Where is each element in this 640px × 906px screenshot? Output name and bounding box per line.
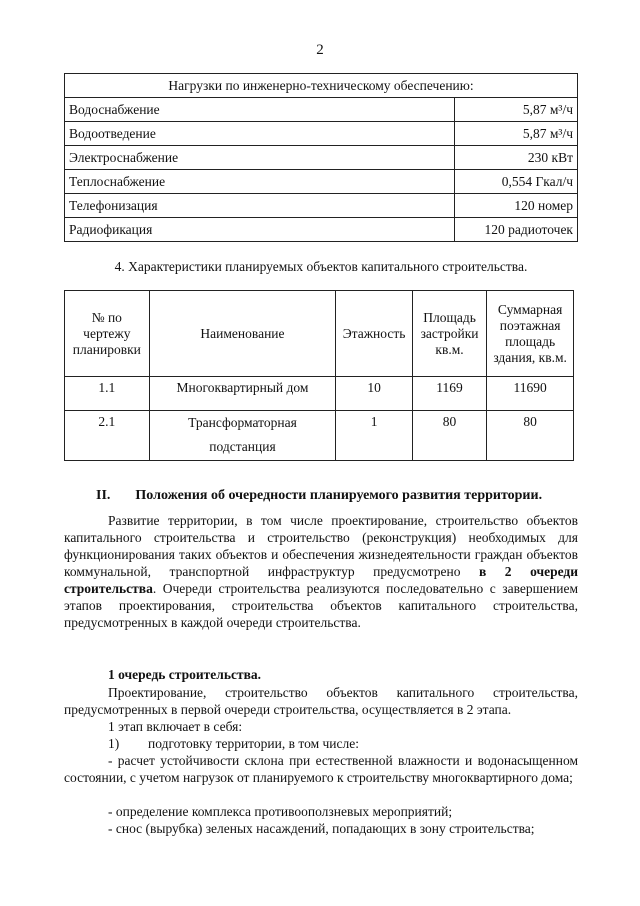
table-row <box>65 411 574 461</box>
stage-1-title: 1 очередь строительства. <box>108 667 261 682</box>
section-2-title: Положения об очередности планируемого развития территории. <box>135 488 543 503</box>
paragraph-text: . Очереди строительства реализуются последовательно с завершением этапов проектирования, строительства объектов капитального строительства, предусмотренных в каждой очереди строительства. <box>64 581 578 630</box>
table-row <box>65 122 578 146</box>
section-4-title: 4. Характеристики планируемых объектов капитального строительства. <box>114 259 528 274</box>
section-2-paragraph <box>64 512 578 631</box>
table-row <box>65 98 578 122</box>
object-footprint: 1169 <box>412 377 486 411</box>
object-name: Трансформаторная подстанция <box>149 411 336 461</box>
object-number: 1.1 <box>65 377 150 411</box>
item-text: подготовку территории, в том числе: <box>148 736 359 751</box>
bullet-item: - расчет устойчивости склона при естественной влажности и водонасыщенном состоянии, с учетом нагрузок от планируемого к строительству многоквартирного дома; <box>64 753 578 785</box>
stage-1-item <box>108 735 578 752</box>
load-name: Водоснабжение <box>65 98 455 122</box>
section-2-number: II. <box>96 488 111 503</box>
load-name: Теплоснабжение <box>65 170 455 194</box>
object-floors: 1 <box>336 411 413 461</box>
objects-table <box>64 290 574 461</box>
load-value: 5,87 м³/ч <box>455 98 578 122</box>
stage-1-phase: 1 этап включает в себя: <box>108 719 243 734</box>
column-header: Наименование <box>149 291 336 377</box>
item-number: 1) <box>108 736 120 751</box>
object-total-area: 11690 <box>487 377 574 411</box>
table-row <box>65 218 578 242</box>
load-value: 0,554 Гкал/ч <box>455 170 578 194</box>
paragraph-bold-text: в 2 очереди строительства <box>64 564 579 596</box>
object-footprint: 80 <box>412 411 486 461</box>
paragraph-text: Развитие территории, в том числе проектирование, строительство объектов капитального строительства и строительство (реконструкция) необходимых для функционирования таких объектов и обеспечения жизнедеятельности граждан объектов коммунальной, транспортной инфраструктур предусмотрено <box>64 513 578 579</box>
load-name: Телефонизация <box>65 194 455 218</box>
section-2-heading <box>96 488 542 504</box>
bullet-item: - снос (вырубка) зеленых насаждений, попадающих в зону строительства; <box>108 821 535 836</box>
column-header: Этажность <box>336 291 413 377</box>
column-header: Площадь застройки кв.м. <box>412 291 486 377</box>
table-row <box>65 194 578 218</box>
load-value: 230 кВт <box>455 146 578 170</box>
object-floors: 10 <box>336 377 413 411</box>
object-number: 2.1 <box>65 411 150 461</box>
load-value: 120 номер <box>455 194 578 218</box>
column-header: Суммарная поэтажная площадь здания, кв.м. <box>487 291 574 377</box>
table-row <box>65 146 578 170</box>
page-number: 2 <box>316 42 324 58</box>
bullet-item: - определение комплекса противооползневых мероприятий; <box>108 804 453 819</box>
stage-1-intro: Проектирование, строительство объектов капитального строительства, предусмотренных в первой очереди строительства, осуществляется в 2 этапа. <box>64 685 578 717</box>
object-total-area: 80 <box>487 411 574 461</box>
object-name: Многоквартирный дом <box>149 377 336 411</box>
column-header: № по чертежу планировки <box>65 291 150 377</box>
load-name: Радиофикация <box>65 218 455 242</box>
loads-table <box>64 73 578 242</box>
table-row <box>65 377 574 411</box>
objects-table-header-row <box>65 291 574 377</box>
loads-table-header: Нагрузки по инженерно-техническому обеспечению: <box>65 74 578 98</box>
load-name: Водоотведение <box>65 122 455 146</box>
table-row <box>65 170 578 194</box>
load-value: 120 радиоточек <box>455 218 578 242</box>
load-name: Электроснабжение <box>65 146 455 170</box>
load-value: 5,87 м³/ч <box>455 122 578 146</box>
